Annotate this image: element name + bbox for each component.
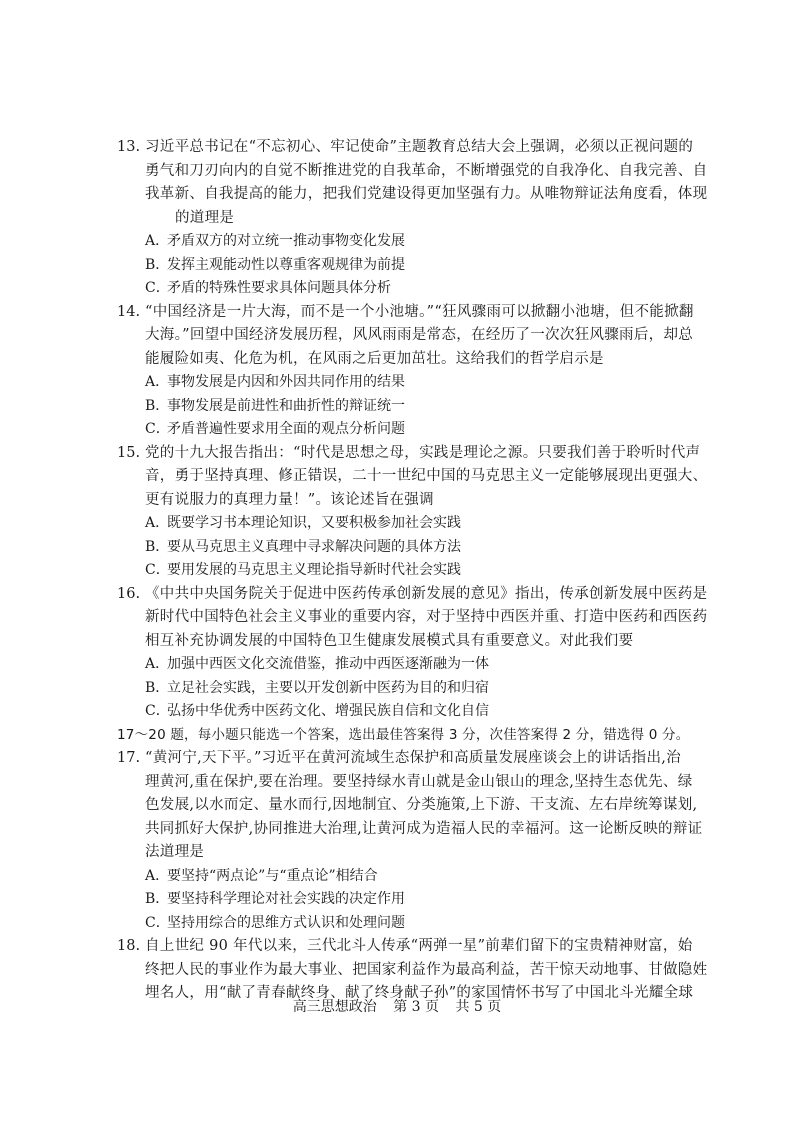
question-17 <box>117 747 703 935</box>
option-b: B．要坚持科学理论对社会实践的决定作用 <box>145 891 405 907</box>
question-13 <box>117 136 708 301</box>
stem-line: 理黄河,重在保护,要在治理。要坚持绿水青山就是金山银山的理念,坚持生态优先、绿 <box>145 773 693 790</box>
footer-page-number: 第 3 页 <box>393 999 439 1015</box>
options-list <box>117 371 685 442</box>
stem-line: 埋名人，用“献了青春献终身、献了终身献子孙”的家国情怀书写了中国北斗光耀全球 <box>145 985 694 1001</box>
question-number: 16. <box>117 585 141 602</box>
option-c: C．坚持用综合的思维方式认识和处理问题 <box>145 914 405 931</box>
option-c: C．矛盾的特殊性要求具体问题具体分析 <box>145 280 391 296</box>
options-list <box>117 512 685 583</box>
option-b: B．要从马克思主义真理中寻求解决问题的具体方法 <box>145 538 461 555</box>
option-a: A．要坚持“两点论”与“重点论”相结合 <box>145 867 378 884</box>
stem-line: 的道理是 <box>175 209 235 226</box>
option-b: B．发挥主观能动性以尊重客观规律为前提 <box>145 256 405 273</box>
stem-line: 大海。”回望中国经济发展历程，风风雨雨是常态，在经历了一次次狂风骤雨后，却总 <box>145 327 694 343</box>
option-a: A．事物发展是内因和外因共同作用的结果 <box>145 374 405 390</box>
stem-line: 习近平总书记在“不忘初心、牢记使命”主题教育总结大会上强调，必须以正视问题的 <box>145 139 694 155</box>
stem-line: 勇气和刀刃向内的自觉不断推进党的自我革命，不断增强党的自我净化、自我完善、自 <box>145 162 708 179</box>
stem-line: 党的十九大报告指出：“时代是思想之母，实践是理论之源。只要我们善于聆听时代声 <box>145 444 701 461</box>
stem-line: 共同抓好大保护,协同推进大治理,让黄河成为造福人民的幸福河。这一论断反映的辩证 <box>145 820 703 837</box>
option-a: A．既要学习书本理论知识，又要积极参加社会实践 <box>145 515 461 531</box>
question-stem <box>117 747 703 865</box>
options-list <box>117 653 685 724</box>
option-b: B．立足社会实践，主要以开发创新中医药为目的和归宿 <box>145 679 489 696</box>
option-a: A．加强中西医文化交流借鉴，推动中西医逐渐融为一体 <box>145 656 489 672</box>
question-number: 17. <box>117 750 141 766</box>
option-c: C．矛盾普遍性要求用全面的观点分析问题 <box>145 421 405 437</box>
option-c: C．弘扬中华优秀中医药文化、增强民族自信和文化自信 <box>145 703 489 719</box>
question-14 <box>117 301 694 442</box>
stem-line: 色发展,以水而定、量水而行,因地制宜、分类施策,上下游、干支流、左右岸统筹谋划, <box>145 797 698 813</box>
question-stem <box>117 136 708 230</box>
option-c: C．要用发展的马克思主义理论指导新时代社会实践 <box>145 562 461 578</box>
question-stem <box>117 935 708 1006</box>
option-a: A．矛盾双方的对立统一推动事物变化发展 <box>145 233 405 249</box>
stem-line: 音，勇于坚持真理、修正错误，二十一世纪中国的马克思主义一定能够展现出更强大、 <box>145 468 708 484</box>
question-stem <box>117 301 694 372</box>
footer-subject: 高三思想政治 <box>292 999 377 1015</box>
question-18 <box>117 935 708 1006</box>
question-number: 15. <box>117 444 141 461</box>
stem-line: 新时代中国特色社会主义事业的重要内容，对于坚持中西医并重、打造中医药和西医药 <box>145 609 708 625</box>
question-stem <box>117 442 708 513</box>
page-footer <box>0 997 794 1017</box>
option-b: B．事物发展是前进性和曲折性的辩证统一 <box>145 397 405 414</box>
stem-line: 能履险如夷、化危为机，在风雨之后更加茁壮。这给我们的哲学启示是 <box>145 350 604 367</box>
stem-line: 我革新、自我提高的能力，把我们党建设得更加坚强有力。从唯物辩证法角度看，体现 <box>145 186 708 202</box>
stem-line: 相互补充协调发展的中国特色卫生健康发展模式具有重要意义。对此我们要 <box>145 632 634 649</box>
question-15 <box>117 442 708 583</box>
page-content <box>117 136 708 1006</box>
stem-line: 《中共中央国务院关于促进中医药传承创新发展的意见》指出，传承创新发展中医药是 <box>145 585 708 602</box>
question-number: 13. <box>117 139 141 155</box>
section-instructions: 17～20 题，每小题只能选一个答案，选出最佳答案得 3 分，次佳答案得 2 分，错选得 0 分。 <box>117 726 690 743</box>
options-list <box>117 865 685 936</box>
stem-line: 自上世纪 90 年代以来，三代北斗人传承“两弹一星”前辈们留下的宝贵精神财富，始 <box>145 938 693 954</box>
question-number: 18. <box>117 938 141 954</box>
stem-line: “中国经济是一片大海，而不是一个小池塘。”“狂风骤雨可以掀翻小池塘，但不能掀翻 <box>145 303 694 320</box>
footer-page-total: 共 5 页 <box>455 999 502 1015</box>
options-list <box>117 230 685 301</box>
stem-line: 更有说服力的真理力量！”。该论述旨在强调 <box>145 491 434 508</box>
stem-line: “黄河宁,天下平。”习近平在黄河流域生态保护和高质量发展座谈会上的讲话指出,治 <box>145 750 681 766</box>
stem-line: 终把人民的事业作为最大事业、把国家利益作为最高利益，苦干惊天动地事、甘做隐姓 <box>145 961 708 978</box>
question-16 <box>117 583 708 724</box>
stem-line: 法道理是 <box>145 844 205 860</box>
question-number: 14. <box>117 303 141 320</box>
question-stem <box>117 583 708 654</box>
